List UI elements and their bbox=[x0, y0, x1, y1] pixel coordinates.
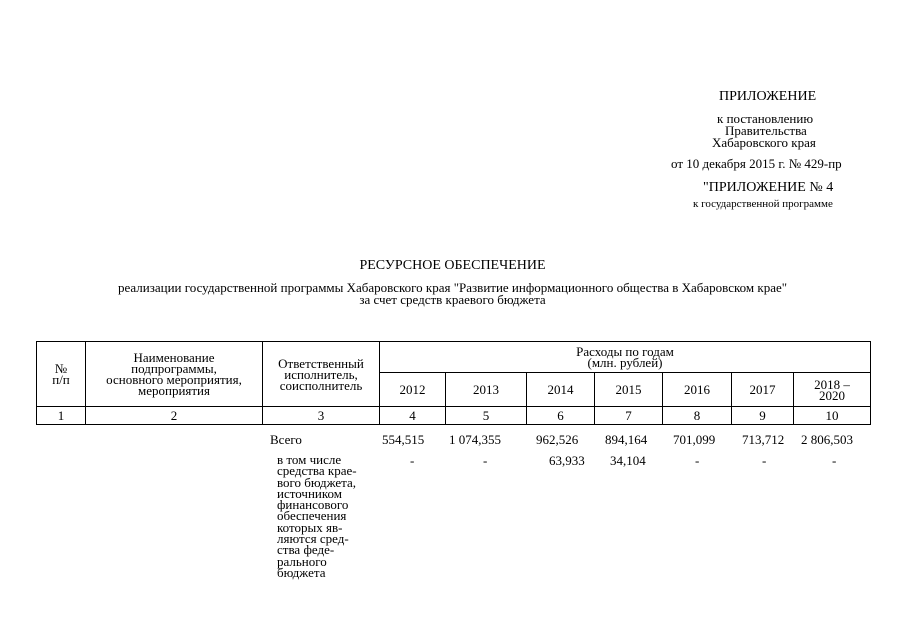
total-label: Всего bbox=[270, 432, 302, 447]
appendix-line-3: Хабаровского края bbox=[712, 135, 816, 150]
column-index: 9 bbox=[732, 407, 794, 425]
appendix-line-2: Правительства bbox=[725, 123, 807, 138]
header-expenses bbox=[380, 342, 871, 373]
header-number-text: № п/п bbox=[52, 361, 70, 387]
total-value: 554,515 bbox=[382, 432, 425, 447]
document-title: РЕСУРСНОЕ ОБЕСПЕЧЕНИЕ bbox=[359, 258, 546, 273]
appendix-date: от 10 декабря 2015 г. № 429-пр bbox=[671, 156, 842, 171]
appendix-4-subtitle: к государственной программе bbox=[693, 198, 833, 210]
breakdown-value: - bbox=[410, 453, 415, 468]
header-name-text: Наименование подпрограммы, основного мероприятия, мероприятия bbox=[106, 350, 242, 398]
header-year-range: 2018 – 2020 bbox=[814, 376, 850, 403]
header-executor bbox=[263, 342, 380, 407]
column-index: 1 bbox=[37, 407, 86, 425]
header-year bbox=[794, 373, 871, 407]
breakdown-value: 63,933 bbox=[549, 453, 585, 468]
total-value: 894,164 bbox=[605, 432, 648, 447]
header-year: 2012 bbox=[380, 373, 446, 407]
breakdown-value: 34,104 bbox=[610, 453, 646, 468]
column-index: 10 bbox=[794, 407, 871, 425]
column-index: 8 bbox=[663, 407, 732, 425]
total-value: 2 806,503 bbox=[801, 432, 853, 447]
appendix-title: ПРИЛОЖЕНИЕ bbox=[719, 89, 817, 104]
total-value: 701,099 bbox=[673, 432, 716, 447]
breakdown-value: - bbox=[483, 453, 488, 468]
header-year: 2016 bbox=[663, 373, 732, 407]
header-year: 2013 bbox=[446, 373, 527, 407]
header-number bbox=[37, 342, 86, 407]
document-subtitle-2: за счет средств краевого бюджета bbox=[359, 292, 546, 307]
header-year: 2017 bbox=[732, 373, 794, 407]
header-year: 2014 bbox=[527, 373, 595, 407]
document-subtitle-1: реализации государственной программы Хабаровского края "Развитие информационного общества в Хабаровском крае" bbox=[117, 280, 788, 295]
total-value: 713,712 bbox=[742, 432, 785, 447]
total-value: 1 074,355 bbox=[449, 432, 501, 447]
total-value: 962,526 bbox=[536, 432, 579, 447]
column-index: 2 bbox=[86, 407, 263, 425]
breakdown-value: - bbox=[762, 453, 767, 468]
appendix-line-1: к постановлению bbox=[717, 111, 814, 126]
column-index: 6 bbox=[527, 407, 595, 425]
resource-table bbox=[36, 341, 871, 425]
header-year: 2015 bbox=[595, 373, 663, 407]
column-index: 5 bbox=[446, 407, 527, 425]
header-name bbox=[86, 342, 263, 407]
appendix-4-title: "ПРИЛОЖЕНИЕ № 4 bbox=[703, 180, 834, 195]
header-executor-text: Ответственный исполнитель, соисполнитель bbox=[278, 355, 364, 393]
column-index: 3 bbox=[263, 407, 380, 425]
column-index: 7 bbox=[595, 407, 663, 425]
breakdown-value: - bbox=[695, 453, 700, 468]
breakdown-value: - bbox=[832, 453, 837, 468]
header-expenses-text: Расходы по годам (млн. рублей) bbox=[576, 344, 674, 370]
breakdown-label: в том числе средства крае- вого бюджета, источником финансового обеспечения которых яв- ляются сред- ства феде- рального бюджета bbox=[277, 452, 357, 580]
column-index: 4 bbox=[380, 407, 446, 425]
